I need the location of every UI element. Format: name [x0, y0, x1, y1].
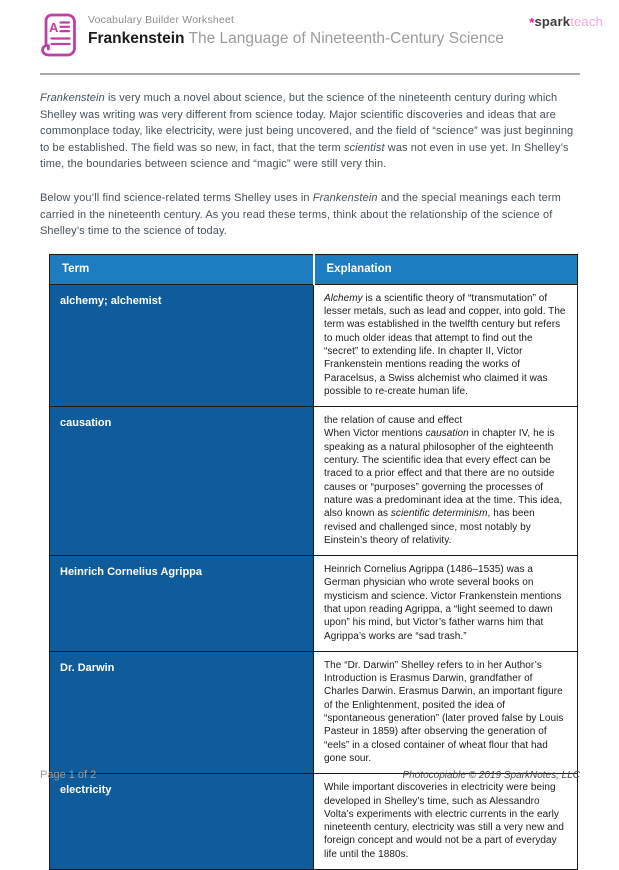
- term-cell: Dr. Darwin: [50, 651, 314, 773]
- header-title-group: [40, 12, 504, 58]
- page-title: [88, 30, 504, 49]
- worksheet-type-label: Vocabulary Builder Worksheet: [88, 14, 235, 26]
- page-number: Page 1 of 2: [40, 769, 97, 781]
- copyright-notice: Photocopiable © 2019 SparkNotes, LLC: [402, 770, 580, 781]
- term-cell: causation: [50, 407, 314, 556]
- worksheet-scroll-icon: [40, 12, 78, 58]
- intro-paragraph-2: Below you’ll find science-related terms Shelley uses in Frankenstein and the special meanings each term carried in the nineteenth century. As you read these terms, think about the relationship of the science of Shelley’s time to the science of today.: [40, 191, 561, 238]
- header-titles: [88, 12, 504, 49]
- explanation-cell: the relation of cause and effect When Victor mentions causation in chapter IV, he is speaking as a natural philosopher of the eighteenth century. The scientific idea that every effect can be traced to a prior effect and that there are no outside causes or “purposes” governing the processes of nature was a predominant idea at the time. This idea, also known as scientific determinism, has been revised and challenged since, most notably by Einstein’s theory of relativity.: [314, 407, 578, 556]
- explanation-cell: Heinrich Cornelius Agrippa (1486–1535) was a German physician who wrote several books on mysticism and science. Victor Frankenstein mentions that upon reading Agrippa, a “light seemed to dawn upon” his mind, but Victor’s father warns him that Agrippa’s works are “sad trash.”: [314, 556, 578, 652]
- sparkteach-logo: [529, 12, 603, 29]
- table-row: [50, 651, 578, 773]
- term-cell: alchemy; alchemist: [50, 284, 314, 406]
- logo-asterisk-icon: *: [529, 15, 535, 30]
- intro-paragraph-1: Frankenstein is very much a novel about science, but the science of the nineteenth century during which Shelley was writing was very different from science today. Major scientific discoveries and ideas that are commonplace today, like electricity, were just being uncovered, and the field of “science” was just beginning to be established. The field was so new, in fact, that the term scientist was not even in use yet. In Shelley’s time, the boundaries between science and “magic” were still very thin.: [40, 92, 574, 171]
- worksheet-subtitle: The Language of Nineteenth-Century Science: [184, 30, 504, 47]
- logo-teach-text: teach: [570, 14, 603, 29]
- explanation-cell: While important discoveries in electricity were being developed in Shelley’s time, such as Alessandro Volta’s experiments with electric currents in the early nineteenth century, electricity was still a very new and foreign concept and would not be a part of everyday life until the 1880s.: [314, 774, 578, 870]
- header-divider: [40, 73, 580, 75]
- column-header-explanation: Explanation: [314, 254, 578, 284]
- explanation-cell: The “Dr. Darwin” Shelley refers to in her Author’s Introduction is Erasmus Darwin, grandfather of Charles Darwin. Erasmus Darwin, an important figure of the Enlightenment, posited the idea of “spontaneous generation” (later proved false by Louis Pasteur in 1859) after observing the generation of “eels” in a closed container of wheat flour that had gone sour.: [314, 651, 578, 773]
- table-row: [50, 284, 578, 406]
- explanation-cell: Alchemy is a scientific theory of “transmutation” of lesser metals, such as lead and copper, into gold. The term was established in the twelfth century but refers to much older ideas that attempt to find out the “secret” to extending life. In chapter II, Victor Frankenstein mentions reading the works of Paracelsus, a Swiss alchemist who claimed it was possible to re-create human life.: [314, 284, 578, 406]
- table-row: [50, 556, 578, 652]
- column-header-term: Term: [50, 254, 314, 284]
- svg-text:A: A: [49, 20, 59, 35]
- worksheet-header: [40, 12, 603, 58]
- page-footer: [40, 769, 580, 781]
- logo-spark-text: spark: [534, 14, 571, 29]
- table-row: [50, 774, 578, 870]
- table-header-row: [50, 254, 578, 284]
- term-cell: Heinrich Cornelius Agrippa: [50, 556, 314, 652]
- table-row: [50, 407, 578, 556]
- book-title: Frankenstein: [88, 30, 185, 47]
- term-cell: electricity: [50, 774, 314, 870]
